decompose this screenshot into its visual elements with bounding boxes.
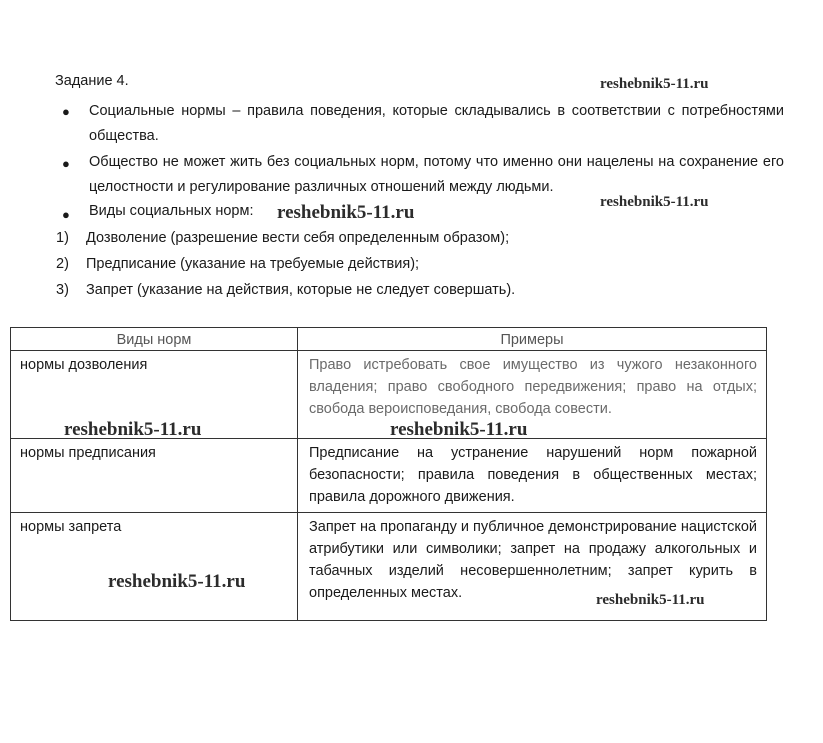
bullet-item: Социальные нормы – правила поведения, которые складывались в соответствии с потребностями общества. xyxy=(89,103,784,144)
watermark: reshebnik5-11.ru xyxy=(600,194,709,210)
bullet-icon: ● xyxy=(62,104,70,119)
list-item: Запрет (указание на действия, которые не следует совершать). xyxy=(86,282,516,298)
list-number: 3) xyxy=(56,282,69,298)
header-cell: Примеры xyxy=(298,328,767,351)
header-cell: Виды норм xyxy=(11,328,298,351)
norm-kind-cell: нормы запрета xyxy=(11,513,298,621)
table-header-row xyxy=(11,328,767,351)
table-row xyxy=(11,439,767,513)
norm-kind-cell: нормы предписания xyxy=(11,439,298,513)
norm-examples-cell: Предписание на устранение нарушений норм пожарной безопасности; правила поведения в общественных местах; правила дорожного движения. xyxy=(298,439,767,513)
watermark: reshebnik5-11.ru xyxy=(64,419,202,440)
list-item: Предписание (указание на требуемые действия); xyxy=(86,256,420,272)
watermark: reshebnik5-11.ru xyxy=(108,571,246,592)
list-number: 1) xyxy=(56,230,69,246)
task-title: Задание 4. xyxy=(55,73,129,89)
watermark: reshebnik5-11.ru xyxy=(277,202,415,223)
bullet-icon: ● xyxy=(62,156,70,171)
norm-examples-cell: Запрет на пропаганду и публичное демонстрирование нацистской атрибутики или символики; запрет на продажу алкогольных и табачных изделий несовершеннолетним; запрет курить в определенных местах. xyxy=(298,513,767,621)
bullet-icon: ● xyxy=(62,207,70,222)
watermark: reshebnik5-11.ru xyxy=(600,76,709,92)
watermark: reshebnik5-11.ru xyxy=(596,592,705,608)
norm-kind-cell: нормы дозволения xyxy=(11,351,298,439)
bullet-item: Общество не может жить без социальных норм, потому что именно они нацелены на сохранение его целостности и регулирование различных отношений между людьми. xyxy=(89,154,784,195)
bullet-item: Виды социальных норм: xyxy=(89,203,254,219)
watermark: reshebnik5-11.ru xyxy=(390,419,528,440)
list-number: 2) xyxy=(56,256,69,272)
norm-examples-cell: Право истребовать свое имущество из чужого незаконного владения; право свободного передвижения; право на отдых; свобода вероисповедания, свобода совести. xyxy=(298,351,767,439)
list-item: Дозволение (разрешение вести себя определенным образом); xyxy=(86,230,510,246)
